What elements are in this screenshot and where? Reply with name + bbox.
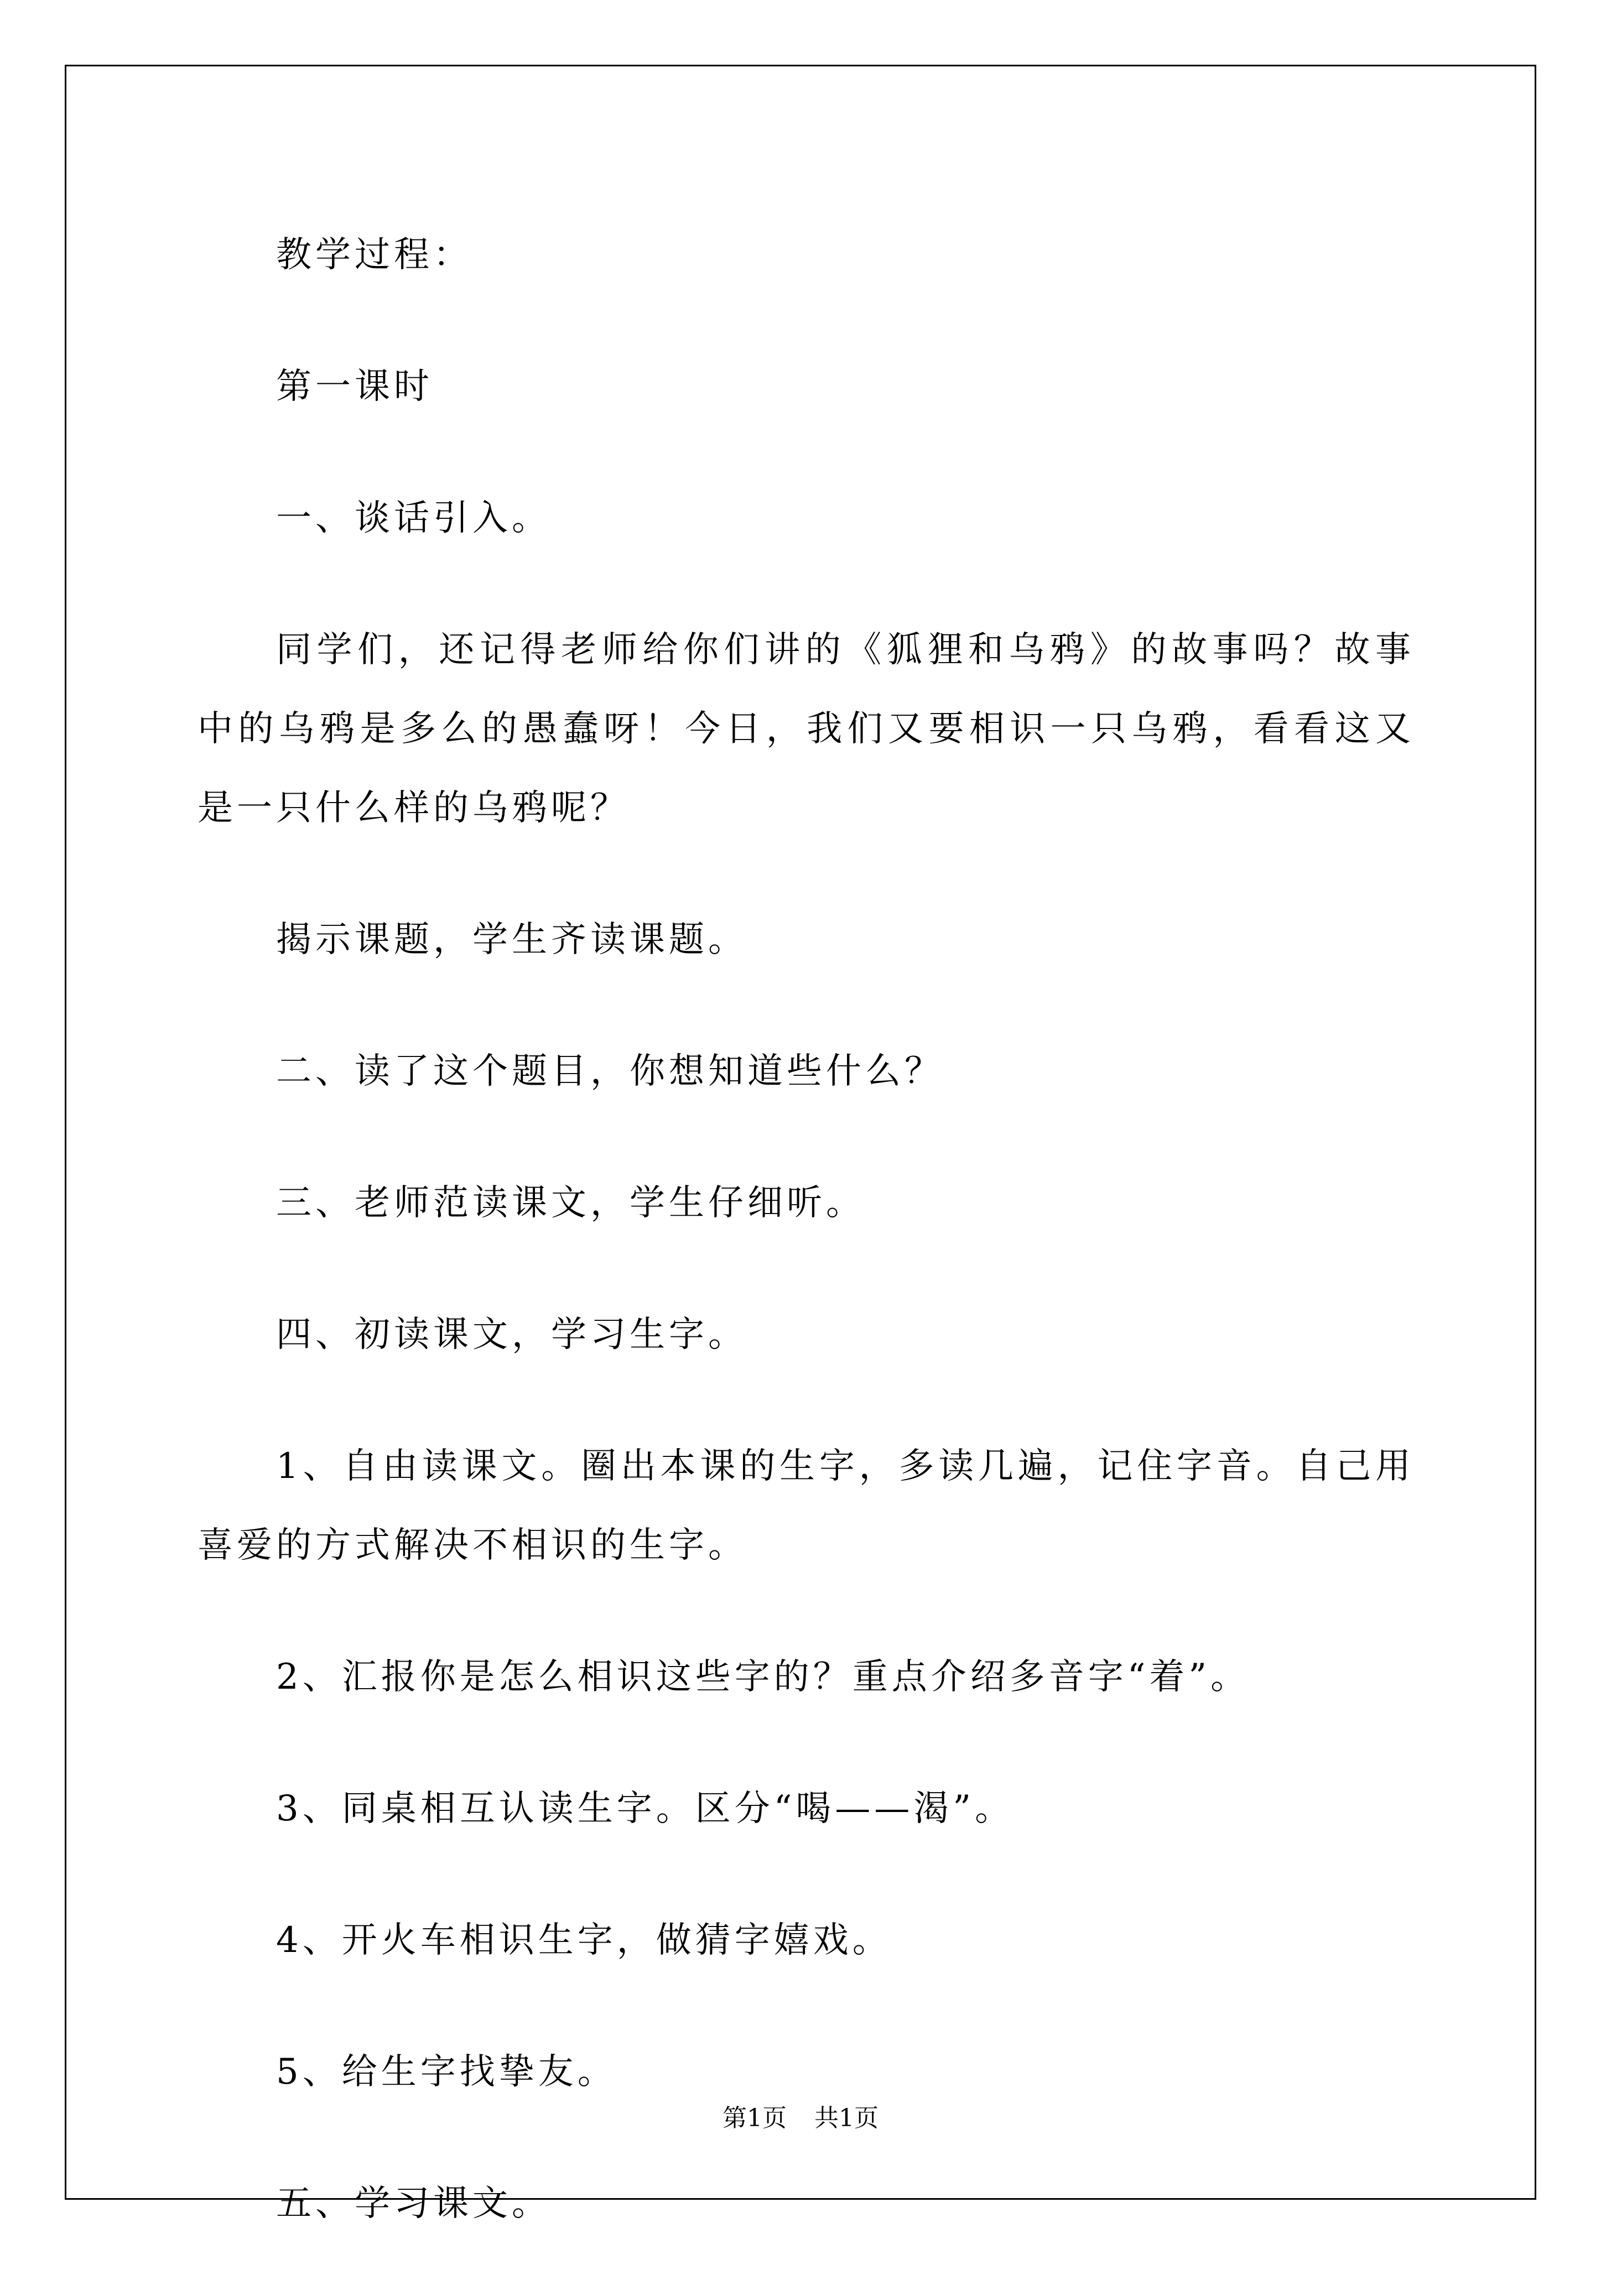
page-number: 第1页 (722, 2104, 787, 2132)
paragraph-substep-2: 2、汇报你是怎么相识这些字的？重点介绍多音字“着”。 (276, 1657, 1250, 1698)
paragraph-intro-talk: 同学们，还记得老师给你们讲的《狐狸和乌鸦》的故事吗？故事中的乌鸦是多么的愚蠢呀！今日，我们又要相识一只乌鸦，看看这又是一只什么样的乌鸦呢？ (197, 629, 1415, 829)
paragraph-substep-5: 5、给生字找挚友。 (276, 2052, 617, 2092)
page-footer (0, 2102, 1601, 2135)
paragraph-substep-1: 1、自由读课文。圈出本课的生字，多读几遍，记住字音。自己用喜爱的方式解决不相识的生字。 (197, 1446, 1415, 1566)
paragraph-step-3: 三、老师范读课文，学生仔细听。 (276, 1183, 865, 1224)
document-body (197, 216, 1415, 2296)
paragraph-step-1: 一、谈话引入。 (276, 498, 551, 539)
paragraph-heading-process: 教学过程： (276, 235, 472, 275)
paragraph-lesson-one: 第一课时 (276, 366, 433, 407)
paragraph-reveal-title: 揭示课题，学生齐读课题。 (276, 919, 747, 960)
paragraph-step-4: 四、初读课文，学习生字。 (276, 1314, 747, 1355)
paragraph-substep-4: 4、开火车相识生字，做猜字嬉戏。 (276, 1920, 892, 1961)
paragraph-substep-3: 3、同桌相互认读生字。区分“喝——渴”。 (276, 1788, 1015, 1829)
paragraph-step-2: 二、读了这个题目，你想知道些什么？ (276, 1051, 944, 1092)
page-total: 共1页 (814, 2104, 879, 2132)
paragraph-step-5: 五、学习课文。 (276, 2183, 551, 2224)
